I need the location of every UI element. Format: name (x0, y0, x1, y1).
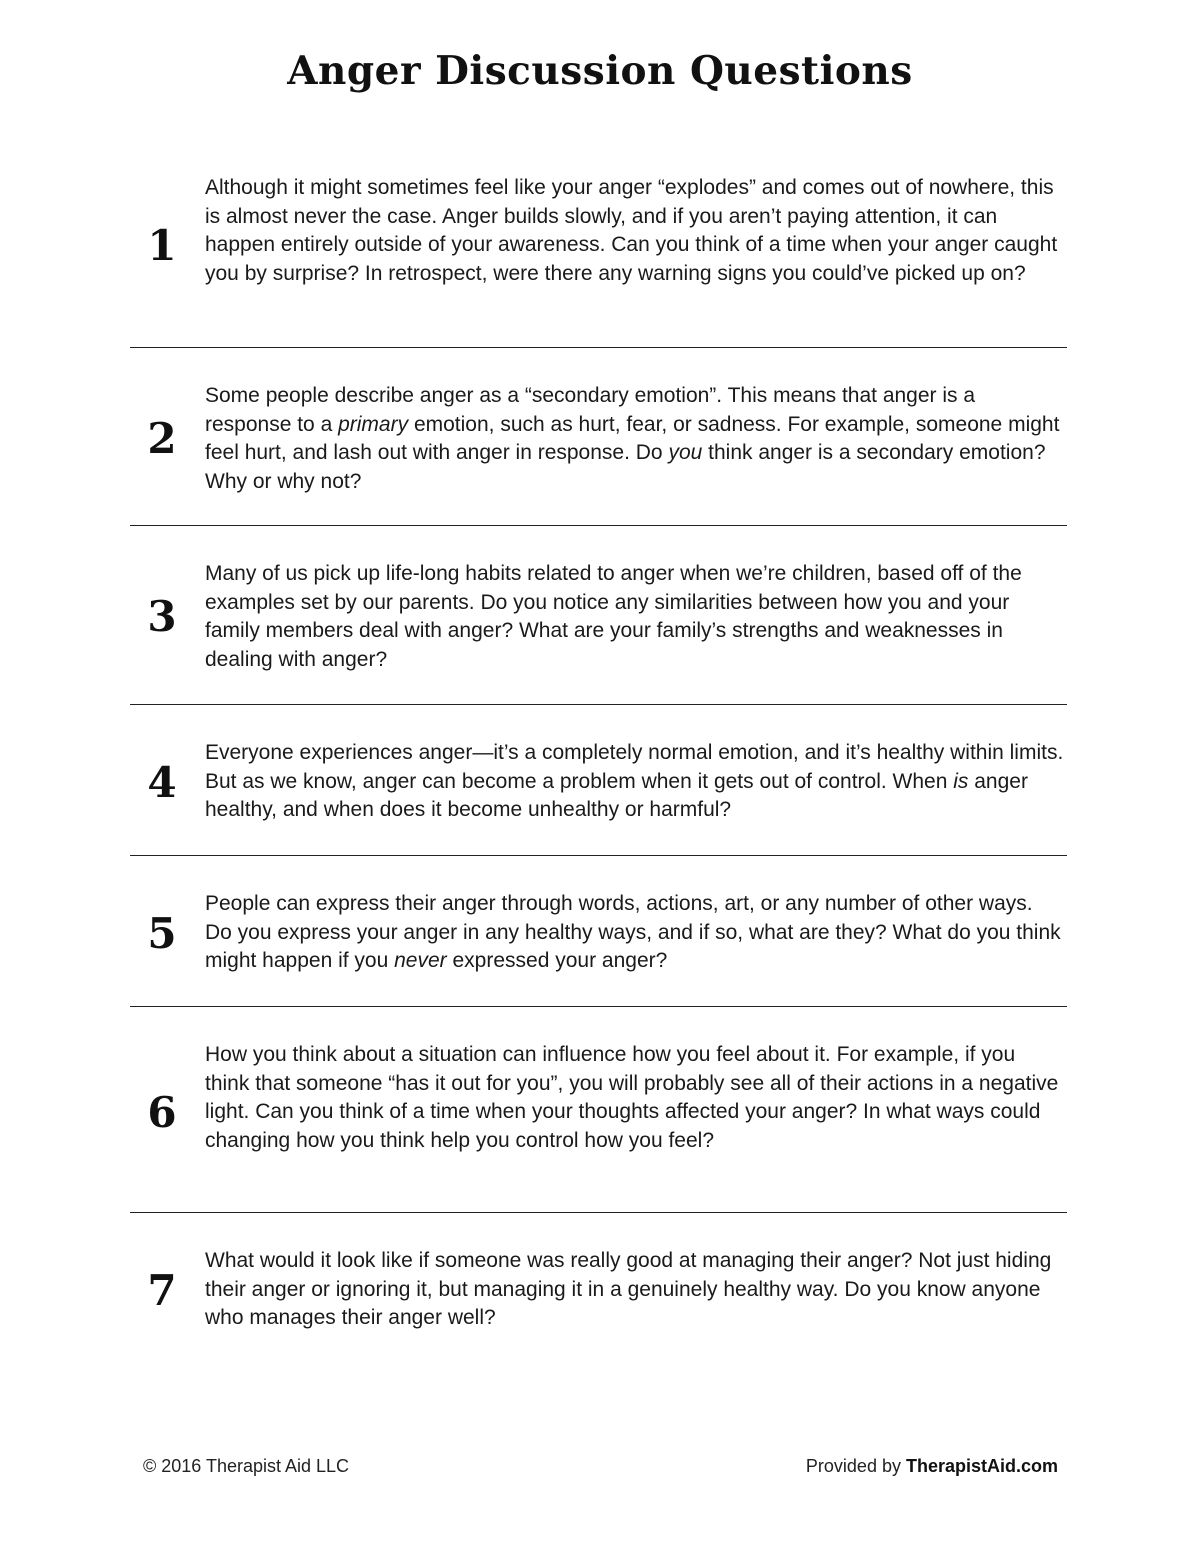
page-title: Anger Discussion Questions (287, 48, 913, 94)
question-text (205, 174, 1065, 288)
question-text-segment: People can express their anger through words, actions, art, or any number of other ways. Do you express your anger in any healthy ways, and if so, what are they? What do you think might happen if you (205, 892, 1061, 973)
question-text-segment: emotion, such as hurt, fear, or sadness. For example, someone might feel hurt, and lash out with anger in response. Do (205, 412, 1060, 465)
question-text-segment: anger healthy, and when does it become unhealthy or harmful? (205, 769, 1028, 822)
divider (130, 704, 1067, 705)
divider (130, 1006, 1067, 1007)
question-text (205, 382, 1065, 496)
footer-provided-by (806, 1456, 1058, 1477)
divider (130, 525, 1067, 526)
question-text (205, 560, 1065, 674)
question-text-segment: How you think about a situation can influence how you feel about it. For example, if you think that someone “has it out for you”, you will probably see all of their actions in a negative light. Can you think of a time when your thoughts affected your anger? In what ways could changing how you think help you control how you feel? (205, 1043, 1059, 1152)
question-text (205, 1041, 1065, 1155)
divider (130, 347, 1067, 348)
footer-provided-by-label: Provided by (805, 1456, 906, 1476)
question-number: 6 (147, 1088, 177, 1137)
question-number: 2 (147, 414, 177, 463)
question-text-segment: think anger is a secondary emotion? Why or why not? (205, 441, 1046, 493)
question-text-segment: Many of us pick up life-long habits related to anger when we’re children, based off of the examples set by our parents. Do you notice any similarities between how you and your family members deal with anger? What are your family’s strengths and weaknesses in dealing with anger? (205, 562, 1022, 671)
question-text-segment: Although it might sometimes feel like your anger “explodes” and comes out of nowhere, this is almost never the case. Anger builds slowly, and if you aren’t paying attention, it can happen entirely outside of your awareness. Can you think of a time when your anger caught you by surprise? In retrospect, were there any warning signs you could’ve picked up on? (205, 176, 1058, 285)
question-text-italic: primary (338, 412, 409, 436)
question-text-segment: expressed your anger? (446, 949, 668, 973)
question-text (205, 890, 1065, 976)
question-number: 3 (147, 592, 177, 641)
divider (130, 1212, 1067, 1213)
divider (130, 855, 1067, 856)
question-text-segment: Some people describe anger as a “secondary emotion”. This means that anger is a response to a (205, 384, 976, 436)
footer-copyright: © 2016 Therapist Aid LLC (143, 1456, 350, 1476)
footer-site-link[interactable]: TherapistAid.com (905, 1456, 1058, 1476)
question-number: 4 (147, 758, 177, 807)
question-text (205, 739, 1065, 825)
question-text-italic: never (394, 949, 447, 973)
question-text-segment: Everyone experiences anger—it’s a completely normal emotion, and it’s healthy within limits. But as we know, anger can become a problem when it gets out of control. When (205, 741, 1064, 793)
question-text (205, 1247, 1065, 1333)
question-text-italic: you (668, 441, 703, 465)
question-number: 1 (147, 221, 177, 270)
question-number: 5 (147, 909, 177, 958)
question-number: 7 (147, 1266, 177, 1315)
question-text-italic: is (953, 769, 969, 793)
question-text-segment: What would it look like if someone was really good at managing their anger? Not just hiding their anger or ignoring it, but managing it in a genuinely healthy way. Do you know anyone who manages their anger well? (205, 1249, 1052, 1330)
